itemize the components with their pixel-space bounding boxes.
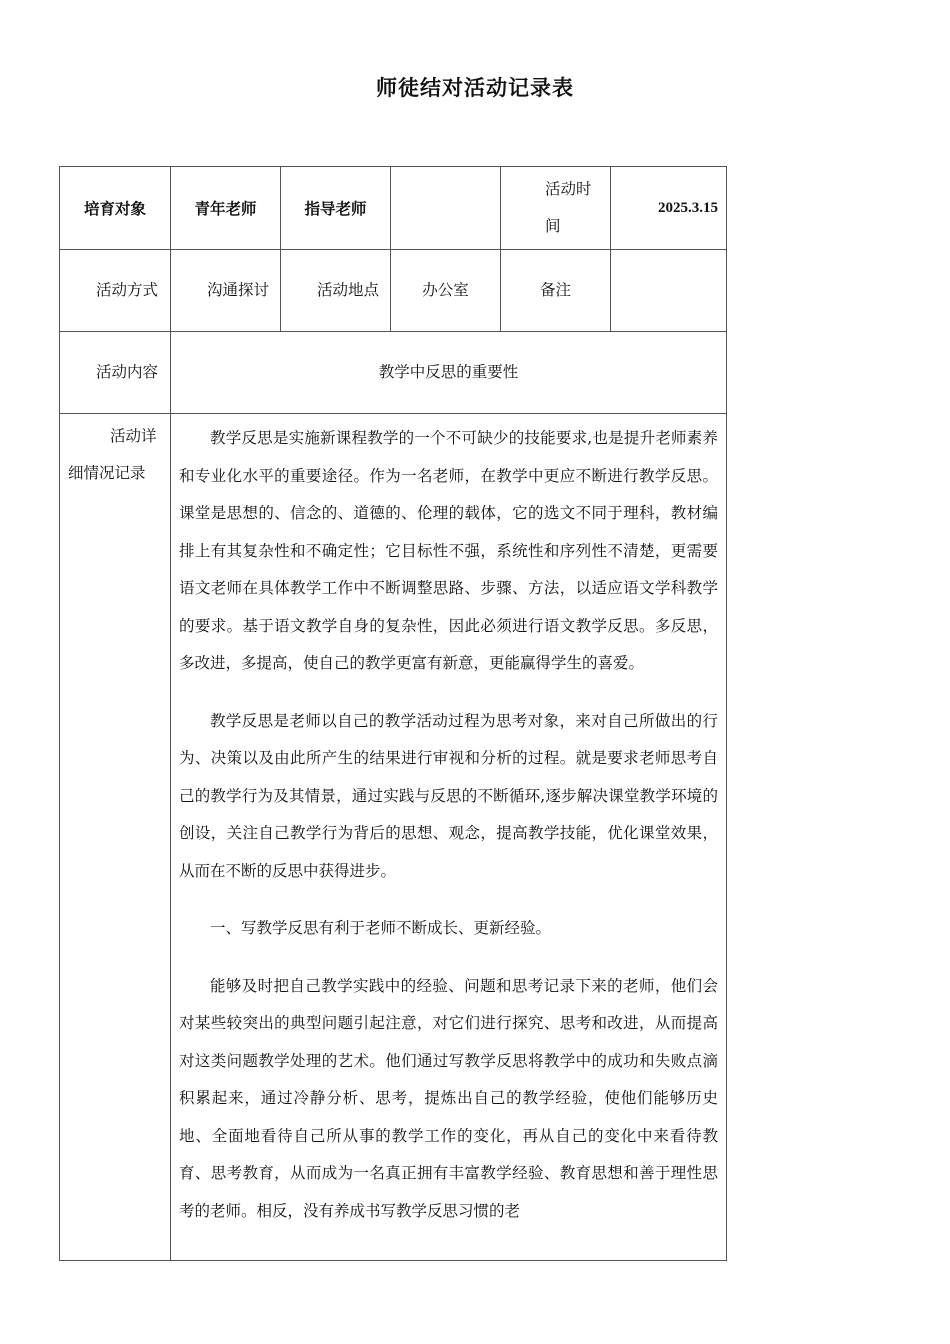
- detail-label: 活动详细情况记录: [68, 427, 157, 482]
- table-row-2: [60, 250, 727, 332]
- detail-paragraph: 能够及时把自己教学实践中的经验、问题和思考记录下来的老师，他们会对某些较突出的典型问题引起注意，对它们进行探究、思考和改进，从而提高对这类问题教学处理的艺术。他们通过写教学反思将教学中的成功和失败点滴积累起来，通过冷静分析、思考，提炼出自己的教学经验，使他们能够历史地、全面地看待自己所从事的教学工作的变化，再从自己的变化中来看待教育、思考教育，从而成为一名真正拥有丰富教学经验、教育思想和善于理性思考的老师。相反，没有养成书写教学反思习惯的老: [179, 976, 718, 1220]
- detail-content: [171, 414, 727, 1261]
- document-title: 师徒结对活动记录表: [376, 75, 574, 100]
- mentor-value: [391, 167, 501, 250]
- detail-paragraph: 教学反思是老师以自己的教学活动过程为思考对象，来对自己所做出的行为、决策以及由此所产生的结果进行审视和分析的过程。就是要求老师思考自己的教学行为及其情景，通过实践与反思的不断循环,逐步解决课堂教学环境的创设，关注自己教学行为背后的思想、观念，提高教学技能，优化课堂效果，从而在不断的反思中获得进步。: [179, 711, 718, 880]
- table-row-4: [60, 414, 727, 1261]
- place-value: 办公室: [391, 250, 501, 332]
- target-value: 青年老师: [171, 167, 281, 250]
- mode-value: 沟通探讨: [171, 250, 281, 332]
- activity-record-table: [59, 166, 727, 1261]
- mode-label: 活动方式: [60, 250, 171, 332]
- target-label: 培育对象: [60, 167, 171, 250]
- content-value: 教学中反思的重要性: [171, 332, 727, 414]
- time-label: 活动时间: [501, 167, 611, 250]
- mentor-label: 指导老师: [281, 167, 391, 250]
- remark-value: [611, 250, 727, 332]
- detail-paragraph: 一、写教学反思有利于老师不断成长、更新经验。: [210, 919, 552, 937]
- detail-paragraph: 教学反思是实施新课程教学的一个不可缺少的技能要求,也是提升老师素养和专业化水平的重要途径。作为一名老师，在教学中更应不断进行教学反思。课堂是思想的、信念的、道德的、伦理的载体，它的选文不同于理科，教材编排上有其复杂性和不确定性；它目标性不强，系统性和序列性不清楚，更需要语文老师在具体教学工作中不断调整思路、步骤、方法，以适应语文学科教学的要求。基于语文教学自身的复杂性，因此必须进行语文教学反思。多反思，多改进，多提高，使自己的教学更富有新意，更能赢得学生的喜爱。: [179, 429, 718, 672]
- remark-label: 备注: [501, 250, 611, 332]
- table-row-1: [60, 167, 727, 250]
- table-row-3: [60, 332, 727, 414]
- time-value: 2025.3.15: [611, 167, 727, 250]
- place-label: 活动地点: [281, 250, 391, 332]
- content-label: 活动内容: [60, 332, 171, 414]
